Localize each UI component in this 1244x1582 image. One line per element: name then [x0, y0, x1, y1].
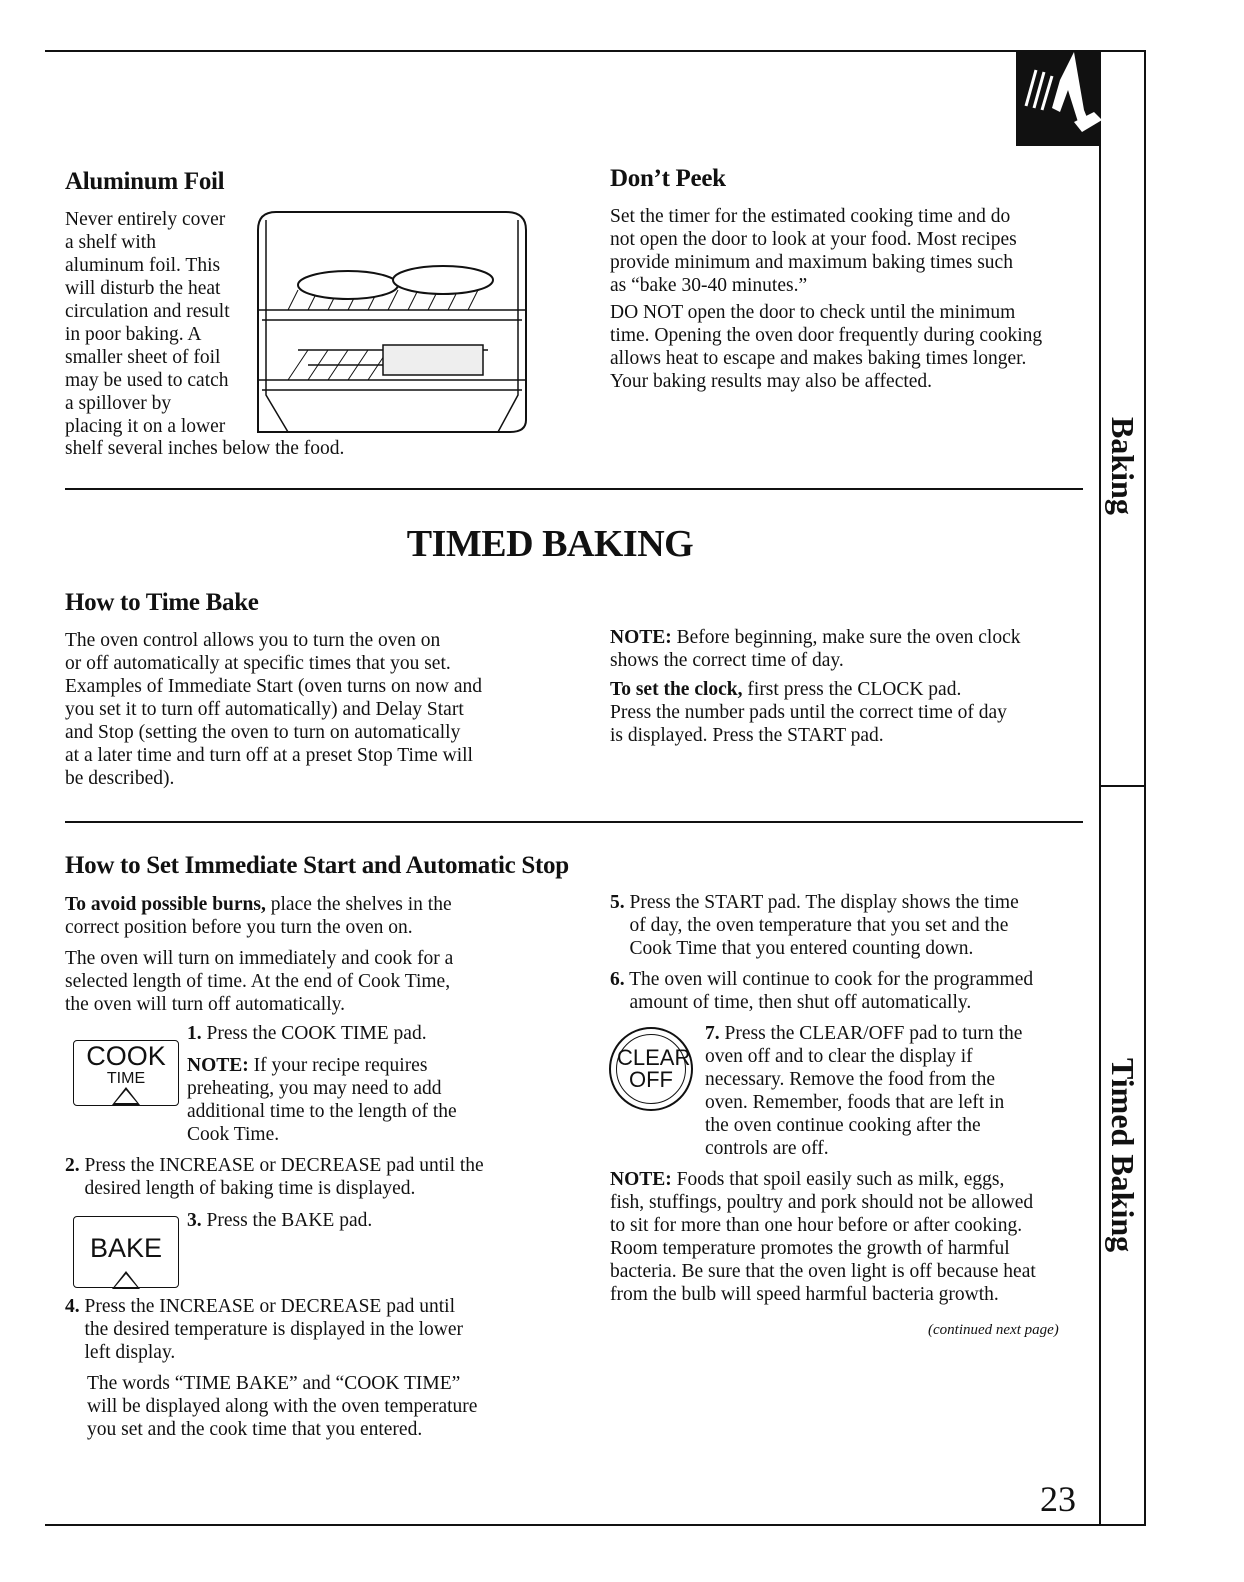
step-text: Press the START pad. The display shows the time of day, the oven temperature that you set and the Cook Time that you entered counting down. — [629, 892, 1019, 959]
foil-text: Never entirely cover a shelf with aluminum foil. This will disturb the heat circulation and result in poor baking. A smaller sheet of foil may be used to catch a spillover by placing it on a lower — [65, 209, 230, 437]
tab-baking[interactable] — [1100, 146, 1145, 785]
step-number: 4. — [65, 1296, 80, 1317]
page-number: 23 — [1040, 1479, 1076, 1519]
step-number: 5. — [610, 892, 625, 913]
step-number: 2. — [65, 1155, 80, 1176]
burns-warning — [65, 893, 452, 939]
step-2 — [65, 1154, 484, 1200]
burns-label: To avoid possible burns, — [65, 894, 266, 915]
step-1-note — [187, 1054, 457, 1146]
note-label: NOTE: — [610, 627, 672, 648]
step-6 — [610, 968, 1033, 1014]
immediate-heading: How to Set Immediate Start and Automatic Stop — [65, 852, 569, 879]
step-3 — [187, 1209, 372, 1232]
foil-heading: Aluminum Foil — [65, 168, 225, 195]
step-number: 6. — [610, 969, 625, 990]
clear-off-pad-icon — [609, 1027, 693, 1111]
tab-label: Timed Baking — [1105, 1058, 1141, 1253]
immediate-intro: The oven will turn on immediately and cook for a selected length of time. At the end of Cook Time, the oven will turn off automatically. — [65, 948, 454, 1015]
step-text: Press the COOK TIME pad. — [201, 1023, 427, 1044]
tab-label: Baking — [1105, 416, 1141, 515]
oven-shelves-illustration — [248, 210, 533, 435]
clock-instructions — [610, 678, 1007, 747]
step-text: Press the INCREASE or DECREASE pad until the desired length of baking time is displayed. — [84, 1155, 484, 1199]
note-label: NOTE: — [610, 1169, 672, 1190]
step-5 — [610, 891, 1019, 960]
hand-pressing-pad-icon — [1016, 50, 1101, 146]
step-text: Press the BAKE pad. — [201, 1210, 373, 1231]
step-number: 7. — [705, 1023, 720, 1044]
foil-text-bottom: shelf several inches below the food. — [65, 438, 345, 459]
step-text: The oven will continue to cook for the programmed amount of time, then shut off automatically. — [629, 969, 1034, 1013]
peek-text-2: DO NOT open the door to check until the minimum time. Opening the oven door frequently during cooking allows heat to escape and makes baking times longer. Your baking results may also be affected. — [610, 302, 1043, 392]
peek-text-1: Set the timer for the estimated cooking time and do not open the door to look at your food. Most recipes provide minimum and maximum baking times such as “bake 30-40 minutes.” — [610, 206, 1017, 296]
bottom-rule — [45, 1524, 1146, 1526]
note-text: If your recipe requires preheating, you may need to add additional time to the length of the Cook Time. — [187, 1055, 457, 1145]
step-4 — [65, 1295, 463, 1364]
continued-note: (continued next page) — [928, 1322, 1059, 1338]
clock-note — [610, 626, 1020, 672]
section-divider — [65, 488, 1083, 490]
pad-sublabel: OFF — [629, 1067, 673, 1092]
tab-timed-baking[interactable] — [1100, 787, 1145, 1524]
note-text: Before beginning, make sure the oven clock shows the correct time of day. — [610, 627, 1021, 671]
step-1 — [187, 1022, 427, 1045]
peek-heading: Don’t Peek — [610, 165, 726, 192]
pad-label: COOK — [86, 1041, 166, 1071]
clock-label: To set the clock, — [610, 679, 743, 700]
bake-pad-icon — [73, 1216, 179, 1288]
page-title: TIMED BAKING — [406, 523, 694, 565]
step-4-extra: The words “TIME BAKE” and “COOK TIME” will be displayed along with the oven temperature you set and the cook time that you entered. — [87, 1373, 478, 1440]
note-text: Foods that spoil easily such as milk, eggs, fish, stuffings, poultry and pork should not be allowed to sit for more than one hour before or after cooking. Room temperature promotes the growth of harmful bacteria. Be sure that the oven light is off because heat from the bulb will speed harmful bacteria growth. — [610, 1169, 1036, 1305]
clock-text: first press the CLOCK pad. Press the number pads until the correct time of day is displayed. Press the START pad. — [610, 679, 1007, 746]
food-safety-note — [610, 1168, 1036, 1306]
how-heading: How to Time Bake — [65, 589, 259, 616]
step-text: Press the INCREASE or DECREASE pad until the desired temperature is displayed in the lower left display. — [84, 1296, 463, 1363]
step-7 — [705, 1022, 1022, 1160]
step-number: 3. — [187, 1210, 202, 1231]
pad-sublabel: TIME — [106, 1070, 146, 1087]
cook-time-pad-icon — [73, 1040, 179, 1106]
burns-text: place the shelves in the correct position before you turn the oven on. — [65, 894, 452, 938]
pad-label: CLEAR — [617, 1045, 691, 1070]
how-text: The oven control allows you to turn the oven on or off automatically at specific times that you set. Examples of Immediate Start (oven turns on now and you set it to turn off automatically) and Delay Start and Stop (setting the oven to turn on automatically at a later time and turn off at a preset Stop Time will be described). — [65, 630, 482, 789]
top-rule — [45, 50, 1146, 52]
pad-label: BAKE — [89, 1233, 163, 1263]
step-number: 1. — [187, 1023, 202, 1044]
step-text: Press the CLEAR/OFF pad to turn the oven off and to clear the display if necessary. Remove the food from the oven. Remember, foods that are left in the oven continue cooking after the controls are off. — [705, 1023, 1023, 1159]
note-label: NOTE: — [187, 1055, 249, 1076]
section-divider — [65, 821, 1083, 823]
